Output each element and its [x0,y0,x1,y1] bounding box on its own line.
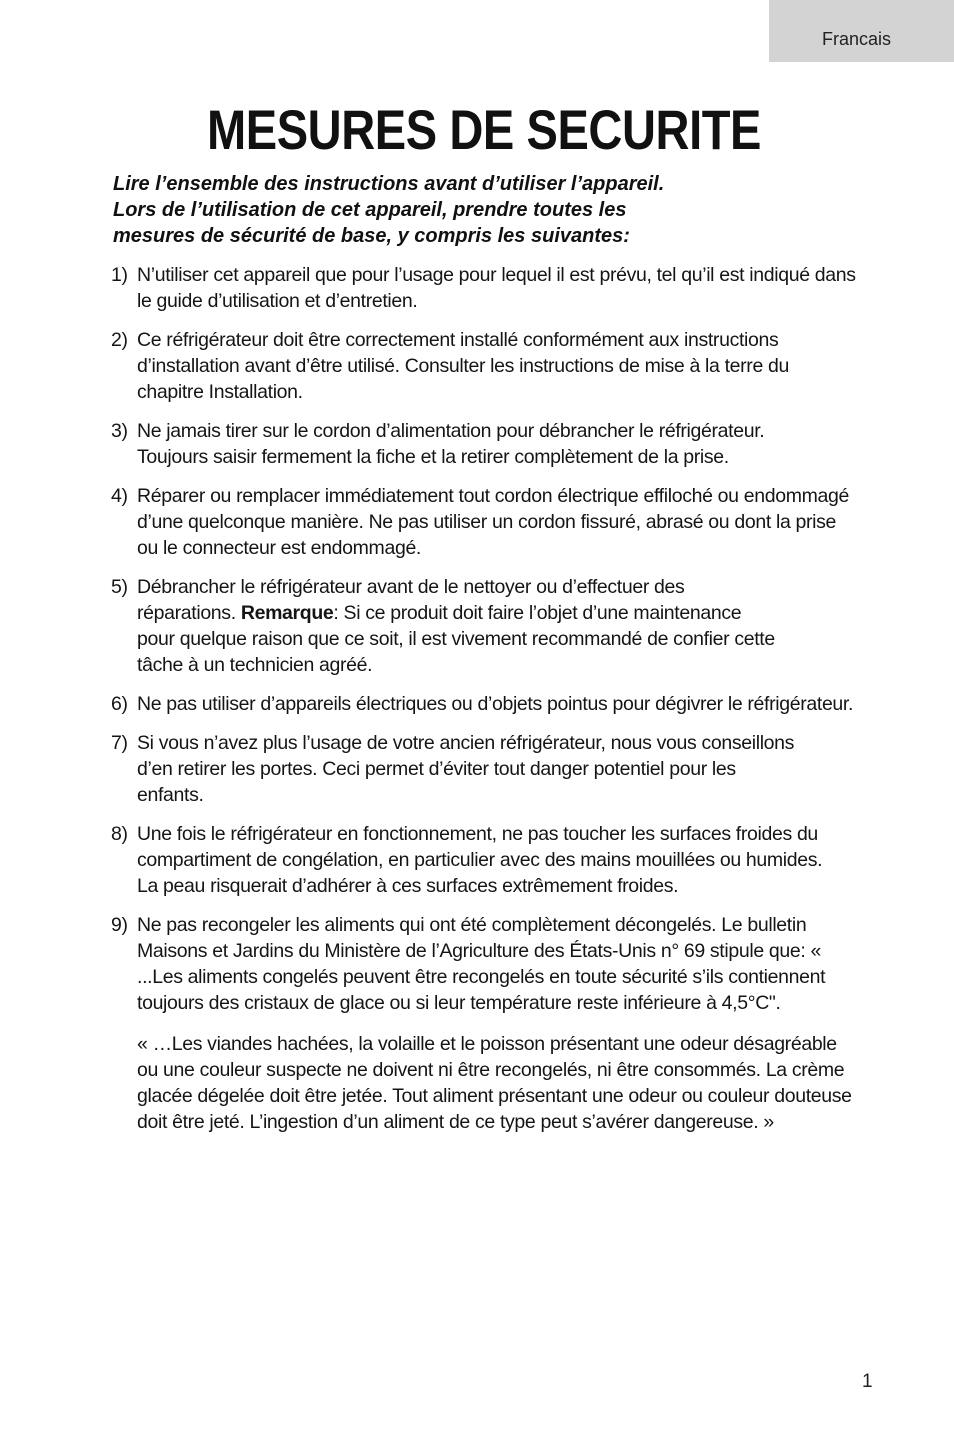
list-item [111,574,871,678]
intro-line-2: Lors de l’utilisation de cet appareil, prendre toutes les [113,199,627,221]
item-text: N’utiliser cet appareil que pour l’usage pour lequel il est prévu, tel qu’il est indiqué dans le guide d’utilisation et d’entretien. [137,264,856,312]
item-text-before: Débrancher le réfrigérateur avant de le nettoyer ou d’effectuer des réparations. [137,576,685,624]
list-item [111,730,871,808]
list-item [111,262,871,314]
list-item [111,327,871,405]
intro-line-1: Lire l’ensemble des instructions avant d’utiliser l’appareil. [113,173,665,195]
list-item [111,483,871,561]
item-text: Réparer ou remplacer immédiatement tout cordon électrique effiloché ou endommagé d’une quelconque manière. Ne pas utiliser un cordon fissuré, abrasé ou dont la prise ou le connecteur est endommagé. [137,485,849,559]
item-number: 1) [111,264,128,286]
item-number: 2) [111,329,128,351]
page-title: MESURES DE SECURITE [207,98,761,161]
item-quote-continuation: « …Les viandes hachées, la volaille et le poisson présentant une odeur désagréable ou une couleur suspecte ne doivent ni être recongelés, ni être consommés. La crème glacée dégelée doit être jetée. Tout aliment présentant une odeur ou couleur douteuse doit être jeté. L’ingestion d’un aliment de ce type peut s’avérer dangereuse. » [137,1033,852,1133]
item-text: Ne pas utiliser d’appareils électriques ou d’objets pointus pour dégivrer le réfrigérateur. [137,693,854,715]
item-text: Si vous n’avez plus l’usage de votre ancien réfrigérateur, nous vous conseillons d’en retirer les portes. Ceci permet d’éviter tout danger potentiel pour les enfants. [137,732,795,806]
item-text: Ne jamais tirer sur le cordon d’alimentation pour débrancher le réfrigérateur. Toujours saisir fermement la fiche et la retirer complètement de la prise. [137,420,765,468]
item-text-after: : Si ce produit doit faire l’objet d’une maintenance pour quelque raison que ce soit, il est vivement recommandé de confier cette tâche à un technicien agréé. [137,602,775,676]
remark-label: Remarque [240,602,334,624]
item-text [137,574,777,678]
item-number: 4) [111,485,128,507]
list-item [111,418,871,470]
list-item [111,691,871,717]
item-number: 7) [111,732,128,754]
item-number: 6) [111,693,128,715]
item-number: 3) [111,420,128,442]
list-item [111,912,871,1135]
item-text: Ne pas recongeler les aliments qui ont été complètement décongelés. Le bulletin Maisons et Jardins du Ministère de l’Agriculture des États-Unis n° 69 stipule que: « ...Les aliments congelés peuvent être recongelés en toute sécurité s’ils contiennent toujours des cristaux de glace ou si leur température reste inférieure à 4,5°C". [137,914,826,1014]
intro-warning [113,171,853,249]
item-text: Une fois le réfrigérateur en fonctionnement, ne pas toucher les surfaces froides du compartiment de congélation, en particulier avec des mains mouillées ou humides. La peau risquerait d’adhérer à ces surfaces extrêmement froides. [137,823,823,897]
item-number: 5) [111,576,128,598]
language-tab: Francais [769,0,954,62]
intro-line-3: mesures de sécurité de base, y compris les suivantes: [113,225,630,247]
item-text: Ce réfrigérateur doit être correctement installé conformément aux instructions d’installation avant d’être utilisé. Consulter les instructions de mise à la terre du chapitre Installation. [137,329,790,403]
list-item [111,821,871,899]
item-number: 8) [111,823,128,845]
page-number: 1 [862,1371,873,1392]
item-number: 9) [111,914,128,936]
safety-instructions-list [111,262,871,1135]
